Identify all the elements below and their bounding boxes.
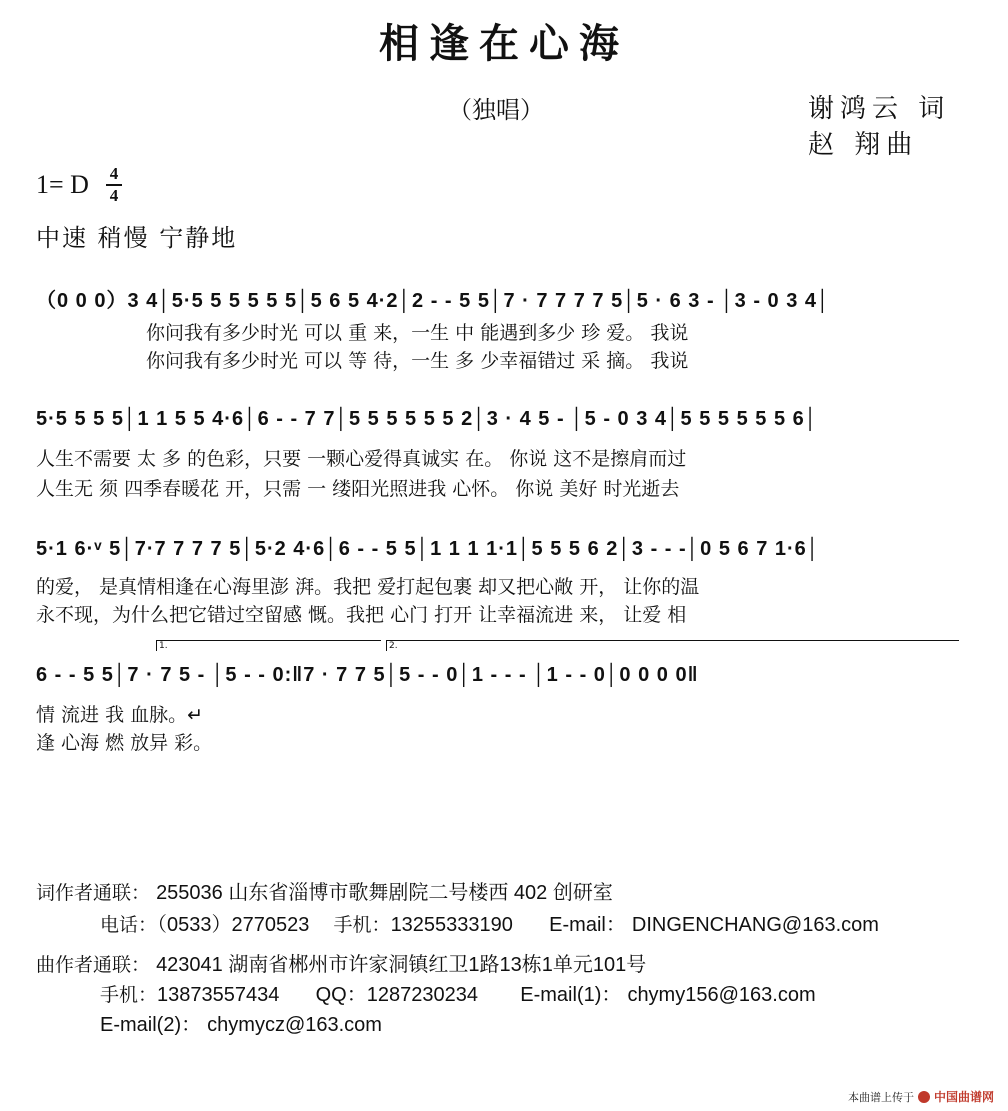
composer-email2: chymycz@163.com xyxy=(207,1014,382,1036)
lyric-line-2a: 人生不需要 太 多 的色彩，只要 一颗心爱得真诚实 在。 你说 这不是擦肩而过 xyxy=(36,448,687,470)
notation-line-2: 5·5 5 5 5│1 1 5 5 4·6│6 - - 7 7│5 5 5 5 5 5 2│3 · 4 5 - │5 - 0 3 4│5 5 5 5 5 5 6│ xyxy=(36,408,819,430)
time-signature-bottom: 4 xyxy=(109,186,119,205)
composer-contact-label: 曲作者通联： xyxy=(36,954,151,976)
composer-contact-row xyxy=(36,948,646,977)
key-signature: 1= D xyxy=(36,170,89,199)
composer-mobile-label: 手机： xyxy=(100,984,158,1006)
composer-email1-label: E-mail(1)： xyxy=(520,984,622,1006)
notation-line-4: 6 - - 5 5│7 · 7 5 - │5 - - 0:‖7 · 7 7 5│5 - - 0│1 - - - │1 - - 0│0 0 0 0‖ xyxy=(36,664,699,686)
lyric-line-4a: 情 流进 我 血脉。↵ xyxy=(36,704,204,726)
time-signature xyxy=(106,165,122,205)
composer-qq: 1287230234 xyxy=(366,984,478,1006)
lyricist-phone-label: 电话： xyxy=(100,914,158,936)
lyricist-credit: 谢鸿云 词 xyxy=(808,94,951,124)
lyric-line-3b: 永不现，为什么把它错过空留感 慨。我把 心门 打开 让幸福流进 来， 让爱 相 xyxy=(36,604,687,626)
notation-line-1: （0 0 0）3 4│5·5 5 5 5 5 5│5 6 5 4·2│2 - - 5 5│7 · 7 7 7 7 5│5 · 6 3 - │3 - 0 3 4│ xyxy=(36,290,831,312)
lyric-line-3a: 的爱， 是真情相逢在心海里澎 湃。我把 爱打起包裹 却又把心敞 开， 让你的温 xyxy=(36,576,700,598)
lyricist-phone: （0533）2770523 xyxy=(157,914,310,936)
lyricist-email: DINGENCHANG@163.com xyxy=(631,914,879,936)
lyricist-contact-label: 词作者通联： xyxy=(36,882,151,904)
lyricist-phone-row xyxy=(100,908,879,937)
song-title: 相逢在心海 xyxy=(379,20,629,67)
lyric-line-2b: 人生无 须 四季春暖花 开，只需 一 缕阳光照进我 心怀。 你说 美好 时光逝去 xyxy=(36,478,680,500)
lyric-line-4b: 逢 心海 燃 放异 彩。 xyxy=(36,732,213,754)
upload-source-footer xyxy=(848,1088,994,1105)
lyric-line-1b: 你问我有多少时光 可以 等 待，一生 多 少幸福错过 采 摘。 我说 xyxy=(146,350,689,372)
lyricist-mobile-label: 手机： xyxy=(333,914,391,936)
lyricist-mobile: 13255333190 xyxy=(390,914,513,936)
site-logo-icon xyxy=(918,1091,930,1103)
composer-phone-row xyxy=(100,978,816,1007)
first-ending-label: 1. xyxy=(159,641,168,651)
second-ending-label: 2. xyxy=(389,641,398,651)
lyric-line-1a: 你问我有多少时光 可以 重 来，一生 中 能遇到多少 珍 爱。 我说 xyxy=(146,322,689,344)
lyricist-address: 255036 山东省淄博市歌舞剧院二号楼西 402 创研室 xyxy=(156,882,613,904)
first-ending-bracket xyxy=(156,640,381,651)
composer-email2-row xyxy=(100,1008,382,1037)
composer-credit: 赵 翔曲 xyxy=(808,130,919,160)
composer-mobile: 13873557434 xyxy=(157,984,280,1006)
composer-email2-label: E-mail(2)： xyxy=(100,1014,202,1036)
performance-type: （独唱） xyxy=(448,96,544,124)
composer-email1: chymy156@163.com xyxy=(627,984,816,1006)
second-ending-bracket xyxy=(386,640,959,651)
notation-line-3: 5·1 6·ᵛ 5│7·7 7 7 7 5│5·2 4·6│6 - - 5 5│1 1 1 1·1│5 5 5 6 2│3 - - -│0 5 6 7 1·6│ xyxy=(36,538,821,560)
lyricist-contact-row xyxy=(36,876,613,905)
time-signature-top: 4 xyxy=(109,164,119,183)
lyricist-email-label: E-mail： xyxy=(549,914,626,936)
site-brand-link[interactable]: 中国曲谱网 xyxy=(933,1090,994,1104)
composer-qq-label: QQ： xyxy=(315,984,367,1006)
composer-address: 423041 湖南省郴州市许家洞镇红卫1路13栋1单元101号 xyxy=(156,954,647,976)
tempo-marking: 中速 稍慢 宁静地 xyxy=(36,224,238,252)
footer-prefix: 本曲谱上传于 xyxy=(847,1090,914,1104)
